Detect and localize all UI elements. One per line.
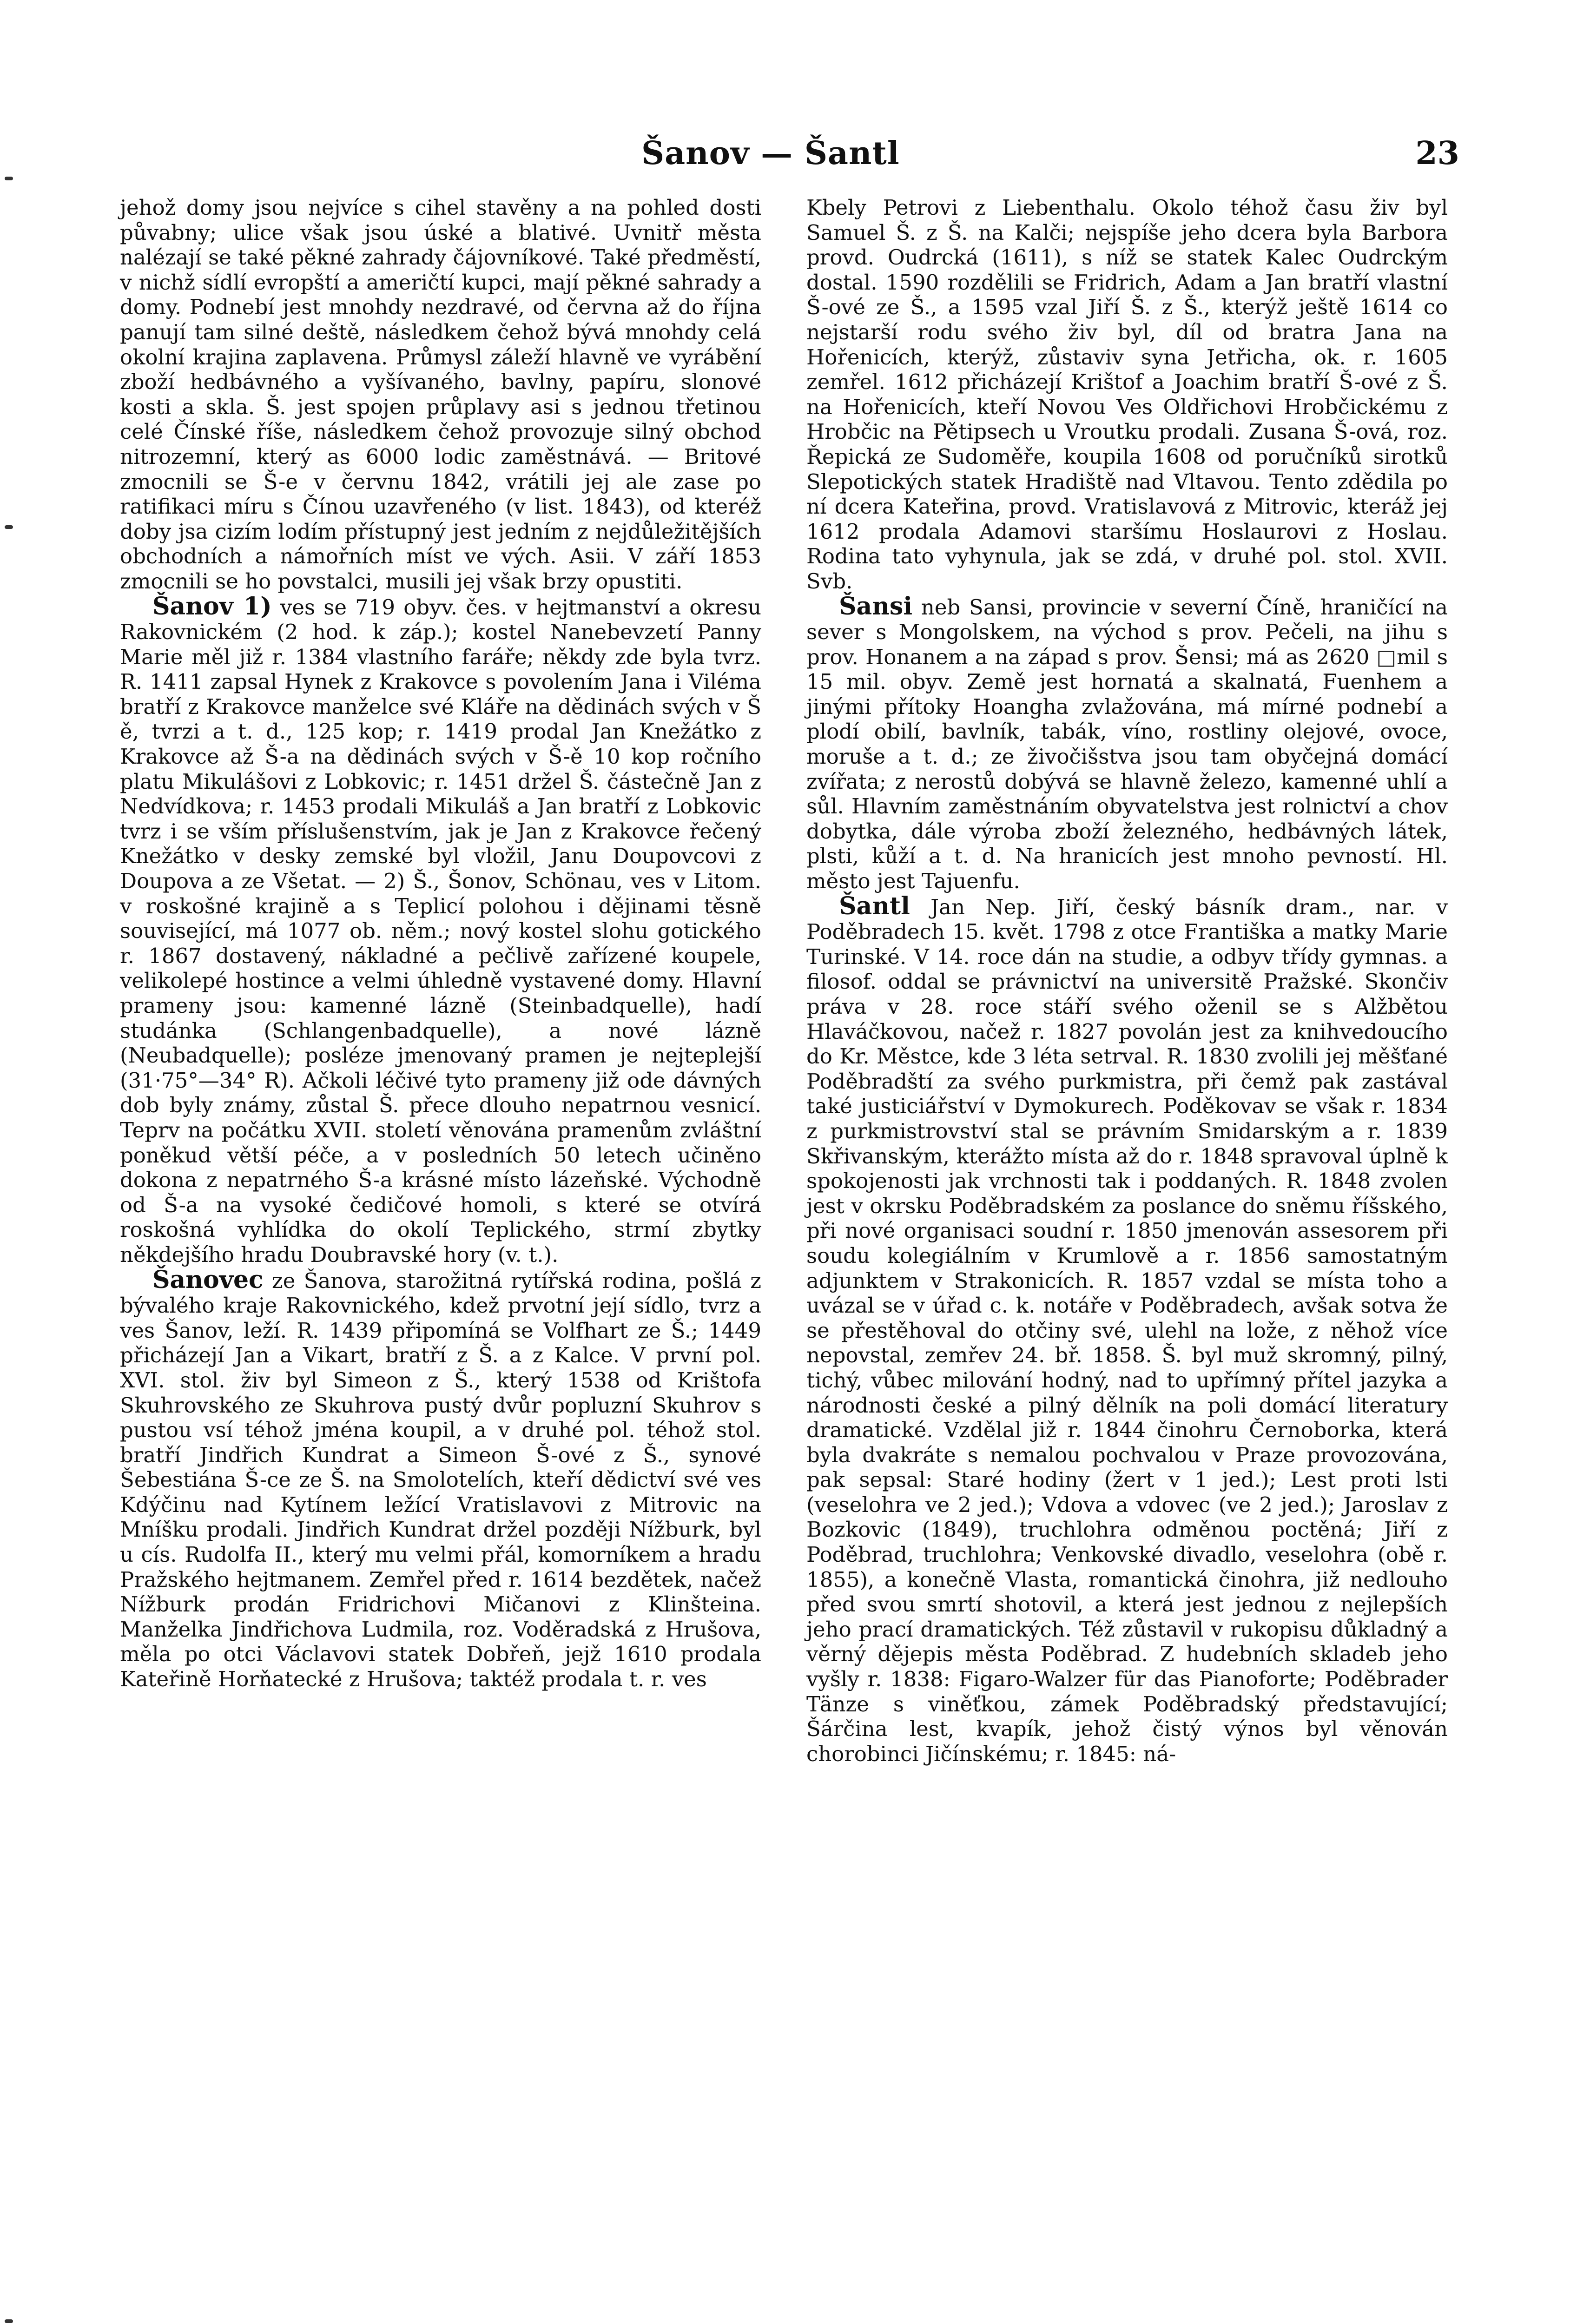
left-column	[120, 195, 761, 1692]
entry-headword: Šanov 1)	[152, 592, 272, 621]
binding-edge-mark	[5, 177, 13, 180]
entry-sanov	[120, 594, 761, 1268]
binding-edge-mark	[5, 2319, 13, 2323]
page-header	[121, 135, 1459, 177]
entry-shanghai-continuation	[120, 195, 761, 594]
entry-santl	[806, 891, 1448, 1767]
entry-text: ze Šanova, starožitná rytířská rodina, pošlá z bývalého kraje Rakovnického, kdež prvotní její sídlo, tvrz a ves Šanov, leží. R. 1439 připomíná se Volfhart ze Š.; 1449 přicházejí Jan a Vikart, bratří z Š. a z Kalce. V první pol. XVI. stol. živ byl Simeon z Š., který 1538 od Krištofa Skuhrovského ze Skuhrova pustý dvůr popluzní Skuhrov s pustou vsí téhož jména koupil, a v druhé pol. téhož stol. bratří Jindřich Kundrat a Simeon Š-ové z Š., synové Šebestiána Š-ce ze Š. na Smolotelích, kteří dědictví své ves Kdýčinu nad Kytínem ležící Vratislavovi z Mitrovic na Mníšku prodali. Jindřich Kundrat držel později Nížburk, byl u cís. Rudolfa II., který mu velmi přál, komorníkem a hradu Pražského hejtmanem. Zemřel před r. 1614 bezdětek, načež Nížburk prodán Fridrichovi Mičanovi z Klinšteina. Manželka Jindřichova Ludmila, roz. Voděradská z Hrušova, měla po otci Václavovi statek Dobřeň, jejž 1610 prodala Kateřině Horňatecké z Hrušova; taktéž prodala t. r. ves	[120, 1268, 761, 1692]
entry-text: Jan Nep. Jiří, český básník dram., nar. v Poděbradech 15. květ. 1798 z otce Františka a matky Marie Turinské. V 14. roce dán na studie, a odbyv třídy gymnas. a filosof. oddal se právnictví na universitě Pražské. Skončiv práva v 28. roce stáří svého oženil se s Alžbětou Hlaváčkovou, načež r. 1827 povolán jest za knihvedoucího do Kr. Městce, kde 3 léta setrval. R. 1830 zvolili jej měšťané Poděbradští za svého purkmistra, při čemž pak zastával také justiciářství v Dymokurech. Poděkovav se však r. 1834 z purkmistrovství stal se právním Smidarským a r. 1839 Skřivanským, kterážto místa až do r. 1848 spravoval úplně k spokojenosti jak vrchnosti tak i poddaných. R. 1848 zvolen jest v okrsku Poděbradském za poslance do sněmu říšského, při nové organisaci soudní r. 1850 jmenován assesorem při soudu kolegiálním v Krumlově a r. 1856 samostatným adjunktem v Strakonicích. R. 1857 vzdal se místa toho a uvázal se v úřad c. k. notáře v Poděbradech, avšak sotva že se přestěhoval do otčiny své, ulehl na lože, z něhož více nepovstal, zemřev 24. bř. 1858. Š. byl muž skromný, pilný, tichý, vůbec milování hodný, nad to upřímný přítel jazyka a národnosti české a pilný dělník na poli domácí literatury dramatické. Vzdělal již r. 1844 činohru Černoborka, která byla dvakráte s nemalou pochvalou v Praze provozována, pak sepsal: Staré hodiny (žert v 1 jed.); Lest proti lsti (veselohra ve 2 jed.); Vdova a vdovec (ve 2 jed.); Jaroslav z Bozkovic (1849), truchlohra odměnou poctěná; Jiří z Poděbrad, truchlohra; Venkovské divadlo, veselohra (obě r. 1855), a konečně Vlasta, romantická činohra, již nedlouho před svou smrtí shotovil, a která jest jednou z nejlepších jeho prací dramatických. Též zůstavil v rukopisu důkladný a věrný dějepis města Poděbrad. Z hudebních skladeb jeho vyšly r. 1838: Figaro-Walzer für das Pianoforte; Poděbrader Tänze s viněťkou, zámek Poděbradský představující; Šárčina lest, kvapík, jehož čistý výnos byl věnován chorobinci Jičínskému; r. 1845: ná-	[806, 894, 1448, 1766]
entry-text: neb Sansi, provincie v severní Číně, hraničící na sever s Mongolskem, na východ s prov. Pečeli, na jihu s prov. Honanem a na západ s prov. Šensi; má as 2620 □mil s 15 mil. obyv. Země jest hornatá a skalnatá, Fuenhem a jinými přítoky Hoangha zvlažována, má mírné podnebí a plodí obilí, bavlník, tabák, víno, rostliny olejové, ovoce, morušе a t. d.; ze živočišstva jsou tam obyčejná domácí zvířata; z nerostů dobývá se hlavně železo, kamenné uhlí a sůl. Hlavním zaměstnáním obyvatelstva jest rolnictví a chov dobytka, dále výroba zboží železného, hedbávných látek, plsti, kůží a t. d. Na hranicích jest mnoho pevností. Hl. město jest Tajuenfu.	[806, 594, 1448, 894]
entry-text: ves se 719 obyv. čes. v hejtmanství a okresu Rakovnickém (2 hod. k záp.); kostel Nanebevzetí Panny Marie měl již r. 1384 vlastního faráře; někdy zde byla tvrz. R. 1411 zapsal Hynek z Krakovce s povolením Jana i Viléma bratří z Krakovce manželce své Kláře na dědinách svých v Š ě, tvrzi a t. d., 125 kop; r. 1419 prodal Jan Knežátko z Krakovce až Š-a na dědinách svých v Š-ě 10 kop ročního platu Mikulášovi z Lobkovic; r. 1451 držel Š. částečně Jan z Nedvídkova; r. 1453 prodali Mikuláš a Jan bratří z Lobkovic tvrz i se vším příslušenstvím, jak je Jan z Krakovce řečený Knežátko v desky zemské byl vložil, Janu Doupovcovi z Doupova a ze Všetat. — 2) Š., Šonov, Schönau, ves v Litom. v roskošné krajině a s Teplicí polohou i dějinami těsně související, má 1077 ob. něm.; nový kostel slohu gotického r. 1867 dostavený, nákladné a pečlivě zařízené koupele, velikolepé hostince a velmi úhledně vystavené domy. Hlavní prameny jsou: kamenné lázně (Steinbadquelle), hadí studánka (Schlangenbadquelle), a nové lázně (Neubadquelle); posléze jmenovaný pramen je nejteplejší (31·75°—34° R). Ačkoli léčivé tyto prameny již ode dávných dob byly známy, zůstal Š. přece dlouho nepatrnou vesnicí. Teprv na počátku XVII. století věnována pramenům zvláštní poněkud větší péče, a v posledních 50 letech učiněno dokona z nepatrného Š-a krásné místo lázeňské. Východně od Š-a na vysoké čedičové homoli, s které se otvírá roskošná vyhlídka do okolí Teplického, strmí zbytky někdejšího hradu Doubravské hory (v. t.).	[120, 594, 761, 1267]
entry-headword: Šantl	[839, 891, 910, 920]
entry-sanovec-continuation	[806, 195, 1448, 594]
running-head: Šanov — Šantl	[641, 135, 900, 172]
entry-text: Kbely Petrovi z Liebenthalu. Okolo téhož času živ byl Samuel Š. z Š. na Kalči; nejspíše jeho dcera byla Barbora provd. Oudrcká (1611), s níž se statek Kalec Oudrckým dostal. 1590 rozdělili se Fridrich, Adam a Jan bratří vlastní Š-ové ze Š., a 1595 vzal Jiří Š. z Š., kterýž ještě 1614 co nejstarší rodu svého živ byl, díl od bratra Jana na Hořenicích, kterýž, zůstaviv syna Jetřicha, ok. r. 1605 zemřel. 1612 přicházejí Krištof a Joachim bratří Š-ové z Š. na Hořenicích, kteří Novou Ves Oldřichovi Hrobčickému z Hrobčic na Pětipsech u Vroutku prodali. Zusana Š-ová, roz. Řepická ze Sudoměře, koupila 1608 od poručníků sirotků Slepotických statek Hradiště nad Vltavou. Tento zdědila po ní dcera Kateřina, provd. Vratislavová z Mitrovic, kteráž jej 1612 prodala Adamovi staršímu Hoslaurovi z Hoslau. Rodina tato vyhynula, jak se zdá, v druhé pol. stol. XVII. Svb.	[806, 195, 1448, 594]
entry-headword: Šanovec	[152, 1265, 264, 1294]
entry-sansi	[806, 594, 1448, 894]
right-column	[806, 195, 1448, 1766]
binding-edge-mark	[5, 525, 13, 529]
page-number: 23	[1415, 135, 1459, 172]
entry-sanovec	[120, 1265, 761, 1692]
entry-text: jehož domy jsou nejvíce s cihel stavěny a na pohled dosti půvabny; ulice však jsou úské a blativé. Uvnitř města nalézají se také pěkné zahrady čájovníkové. Také předměstí, v nichž sídlí evropští a američtí kupci, mají pěkné sahrady a domy. Podnebí jest mnohdy nezdravé, od června až do října panují tam silné deště, následkem čehož bývá mnohdy celá okolní krajina zaplavena. Průmysl záleží hlavně ve vyrábění zboží hedbávného a vyšívaného, bavlny, papíru, slonové kosti a skla. Š. jest spojen průplavy asi s jednou třetinou celé Čínské říše, následkem čehož provozuje silný obchod nitrozemní, který as 6000 lodic zaměstnává. — Britové zmocnili se Š-e v červnu 1842, vrátili jej ale zase po ratifikaci míru s Čínou uzavřeného (v list. 1843), od kteréž doby jsa cizím lodím přístupný jest jedním z nejdůležitějších obchodních a námořních míst ve vých. Asii. V září 1853 zmocnili se ho povstalci, musili jej však brzy opustiti.	[120, 195, 761, 594]
entry-headword: Šansi	[839, 592, 913, 621]
